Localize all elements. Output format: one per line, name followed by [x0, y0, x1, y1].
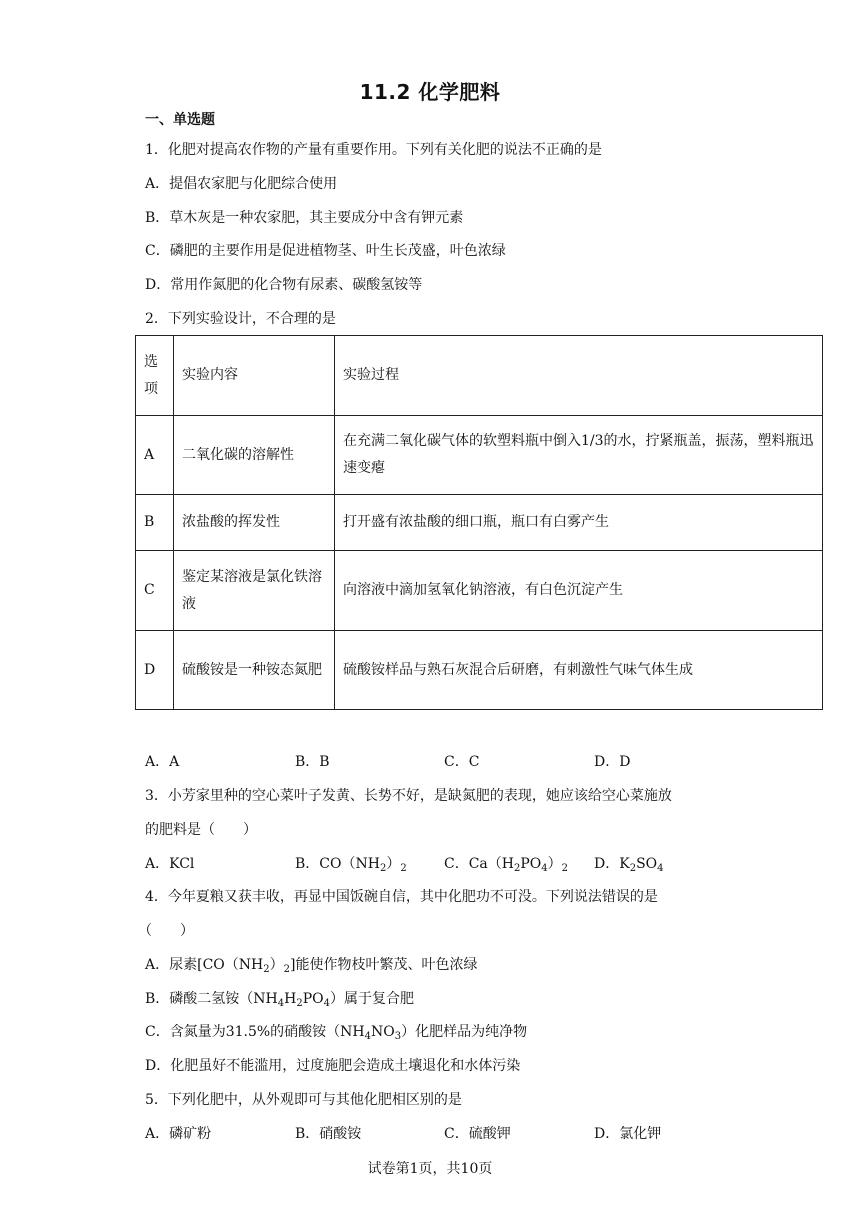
table-cell-content: 硫酸铵是一种铵态氮肥: [174, 631, 335, 710]
page-footer: 试卷第1页，共10页: [367, 1161, 493, 1177]
question-3-stem-line1: 3．小芳家里种的空心菜叶子发黄、长势不好，是缺氮肥的表现，她应该给空心菜施放: [145, 788, 672, 804]
question-3-option-c: C．$Ca(H_2PO_4)_2$: [444, 856, 569, 874]
question-4-stem-line1: 4．今年夏粮又获丰收，再显中国饭碗自信，其中化肥功不可没。下列说法错误的是: [145, 889, 658, 905]
question-3-stem-line2: 的肥料是（ ）: [145, 822, 257, 838]
table-row: [136, 631, 823, 710]
question-2-option-a: A．A: [145, 754, 180, 770]
table-header-row: [136, 336, 823, 416]
question-1-option-d: D．常用作氮肥的化合物有尿素、碳酸氢铵等: [145, 277, 423, 293]
question-1-option-b: B．草木灰是一种农家肥，其主要成分中含有钾元素: [145, 210, 464, 226]
question-2-option-d: D．D: [594, 754, 631, 770]
table-cell-process: 打开盛有浓盐酸的细口瓶，瓶口有白雾产生: [335, 495, 823, 551]
table-header-process: 实验过程: [335, 336, 823, 416]
question-4-option-a: A．尿素$[CO(NH_2)_2]$能使作物枝叶繁茂、叶色浓绿: [145, 957, 478, 975]
table-cell-content: 鉴定某溶液是氯化铁溶液: [174, 551, 335, 631]
table-row: [136, 551, 823, 631]
experiment-table: [135, 335, 823, 710]
question-5-stem: 5．下列化肥中，从外观即可与其他化肥相区别的是: [145, 1092, 462, 1108]
table-cell-option: C: [136, 551, 174, 631]
question-4-option-d: D．化肥虽好不能滥用，过度施肥会造成土壤退化和水体污染: [145, 1058, 521, 1074]
table-cell-process: 向溶液中滴加氢氧化钠溶液，有白色沉淀产生: [335, 551, 823, 631]
section-heading: 一、单选题: [145, 112, 215, 128]
page-title: 11.2 化学肥料: [359, 80, 501, 104]
table-cell-option: B: [136, 495, 174, 551]
question-4-option-c: C．含氮量为31.5%的硝酸铵$(NH_4NO_3)$化肥样品为纯净物: [145, 1024, 528, 1042]
question-1-stem: 1．化肥对提高农作物的产量有重要作用。下列有关化肥的说法不正确的是: [145, 142, 602, 158]
question-2-option-b: B．B: [295, 754, 330, 770]
question-5-option-a: A．磷矿粉: [145, 1126, 212, 1142]
table-row: [136, 495, 823, 551]
question-1-option-c: C．磷肥的主要作用是促进植物茎、叶生长茂盛，叶色浓绿: [145, 243, 506, 259]
question-3-option-d: D．$K_2SO_4$: [594, 856, 664, 874]
table-header-option: 选项: [136, 336, 174, 416]
question-4-option-b: B．磷酸二氢铵$(NH_4H_2PO_4)$属于复合肥: [145, 991, 414, 1009]
table-cell-content: 二氧化碳的溶解性: [174, 416, 335, 495]
question-4-stem-line2: （ ）: [138, 923, 194, 939]
question-3-option-b: B．$CO(NH_2)_2$: [295, 856, 407, 874]
table-cell-process: 硫酸铵样品与熟石灰混合后研磨，有刺激性气味气体生成: [335, 631, 823, 710]
table-cell-content: 浓盐酸的挥发性: [174, 495, 335, 551]
table-header-content: 实验内容: [174, 336, 335, 416]
question-1-option-a: A．提倡农家肥与化肥综合使用: [145, 176, 338, 192]
table-row: [136, 416, 823, 495]
question-2-option-c: C．C: [444, 754, 480, 770]
question-5-option-b: B．硝酸铵: [295, 1126, 362, 1142]
table-cell-process: 在充满二氧化碳气体的软塑料瓶中倒入1/3的水，拧紧瓶盖，振荡，塑料瓶迅速变瘪: [335, 416, 823, 495]
question-3-option-a: A．KCl: [145, 856, 195, 872]
table-cell-option: A: [136, 416, 174, 495]
question-5-option-d: D．氯化钾: [594, 1126, 662, 1142]
table-cell-option: D: [136, 631, 174, 710]
question-5-option-c: C．硫酸钾: [444, 1126, 511, 1142]
question-2-stem: 2．下列实验设计，不合理的是: [145, 311, 336, 327]
